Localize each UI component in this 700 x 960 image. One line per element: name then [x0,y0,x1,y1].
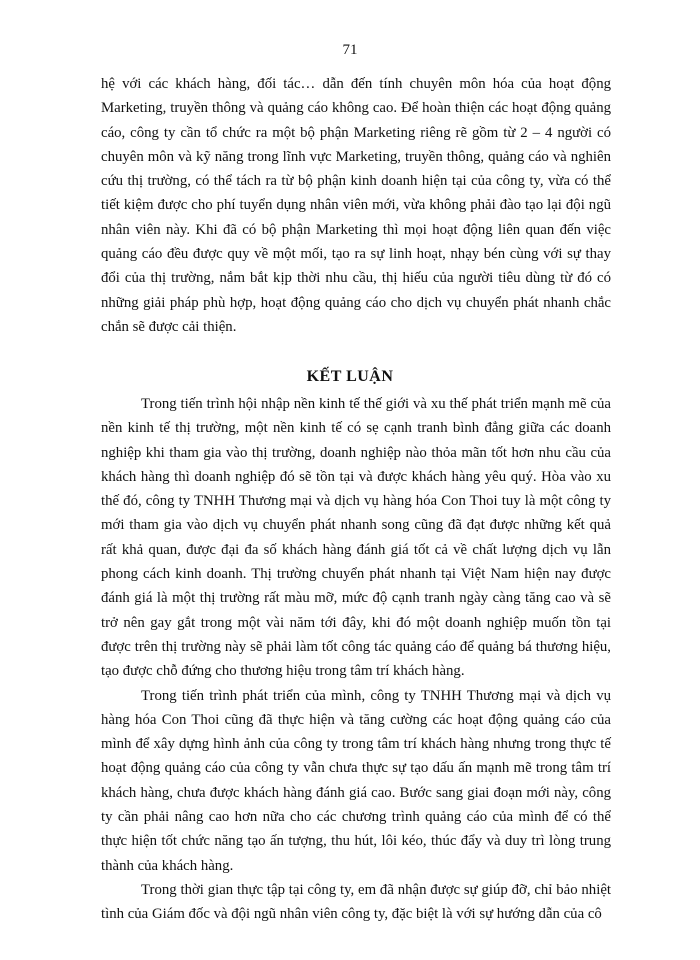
conclusion-paragraph-3: Trong thời gian thực tập tại công ty, em đã nhận được sự giúp đỡ, chỉ bảo nhiệt tình của Giám đốc và đội ngũ nhân viên công ty, đặc biệt là với sự hướng dẫn của cô [101,881,611,923]
section-heading: KẾT LUẬN [306,368,394,385]
conclusion-section [101,392,611,927]
conclusion-paragraph-1: Trong tiến trình hội nhập nền kinh tế thế giới và xu thế phát triển mạnh mẽ của nền kinh tế thị trường, một nền kinh tế có sẹ cạnh tranh bình đẳng giữa các doanh nghiệp khi tham gia vào thị trường, doanh nghiệp nào thỏa mãn tốt hơn nhu cầu của khách hàng thì doanh nghiệp đó sẽ tồn tại và được khách hàng yêu quý. Hòa vào xu thế đó, công ty TNHH Thương mại và dịch vụ hàng hóa Con Thoi tuy là một công ty mới tham gia vào dịch vụ chuyển phát nhanh song cũng đã đạt được những kết quả rất khả quan, được đại đa số khách hàng đánh giá tốt cả về chất lượng dịch vụ lẫn phong cách kinh doanh. Thị trường chuyển phát nhanh tại Việt Nam hiện nay được đánh giá là một thị trường rất màu mỡ, mức độ cạnh tranh ngày càng tăng cao và sẽ trở nên gay gắt trong một vài năm tới đây, khi đó một doanh nghiệp muốn tồn tại được trên thị trường này sẽ phải làm tốt công tác quảng cáo để quảng bá thương hiệu, tạo được chỗ đứng cho thương hiệu trong tâm trí khách hàng. [101,396,611,680]
page-number: 71 [342,42,358,58]
continuation-paragraph: hệ với các khách hàng, đối tác… dẫn đến tính chuyên môn hóa của hoạt động Marketing, truyền thông và quảng cáo không cao. Để hoàn thiện các hoạt động quảng cáo, công ty cần tổ chức ra một bộ phận Marketing riêng rẽ gồm từ 2 – 4 người có chuyên môn và kỹ năng trong lĩnh vực Marketing, truyền thông, quảng cáo và nghiên cứu thị trường, có thể tách ra từ bộ phận kinh doanh hiện tại của công ty, vừa có thể tiết kiệm được cho phí tuyển dụng nhân viên mới, vừa không phải đào tạo lại đội ngũ nhân viên này. Khi đã có bộ phận Marketing thì mọi hoạt động liên quan đến việc quảng cáo đều được quy về một mối, tạo ra sự linh hoạt, nhạy bén cùng với sự thay đổi của thị trường, nắm bắt kịp thời nhu cầu, thị hiếu của người tiêu dùng từ đó có những giải pháp phù hợp, hoạt động quảng cáo cho dịch vụ chuyển phát nhanh chắc chắn sẽ được cải thiện. [101,76,611,335]
conclusion-paragraph-2: Trong tiến trình phát triển của mình, công ty TNHH Thương mại và dịch vụ hàng hóa Con Thoi cũng đã thực hiện và tăng cường các hoạt động quảng cáo của mình để xây dựng hình ảnh của công ty trong tâm trí khách hàng nhưng trong thực tế hoạt động quảng cáo của công ty vẫn chưa thực sự tạo dấu ấn mạnh mẽ trong tâm trí khách hàng, chưa được khách hàng đánh giá cao. Bước sang giai đoạn mới này, công ty cần phải nâng cao hơn nữa cho các chương trình quảng cáo của mình để có thể thực hiện tốt chức năng tạo ấn tượng, thu hút, lôi kéo, thúc đẩy và duy trì lòng trung thành của khách hàng. [101,687,611,874]
